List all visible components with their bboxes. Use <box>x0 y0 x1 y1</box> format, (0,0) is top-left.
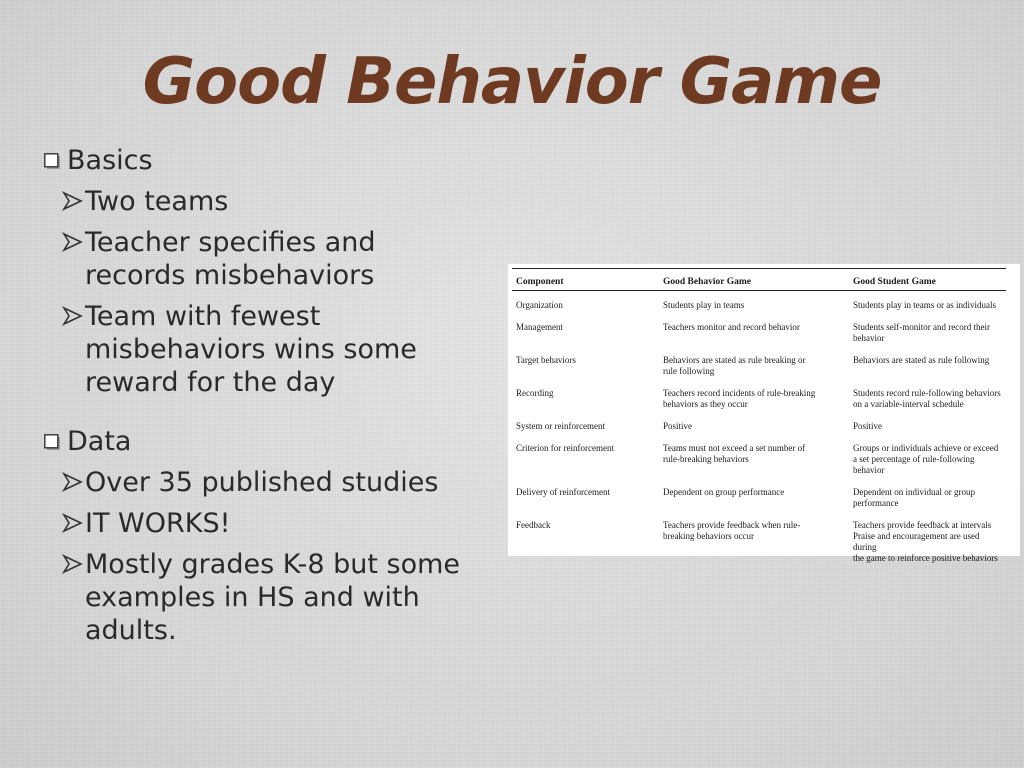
table-body <box>512 291 1006 571</box>
comparison-table <box>512 268 1006 570</box>
bullet-text: Over 35 published studies <box>85 467 439 498</box>
arrowhead-right-icon <box>62 554 83 574</box>
bullet-item <box>44 300 504 399</box>
bullet-text: Team with fewest misbehaviors wins some reward for the day <box>85 301 417 398</box>
bullet-content <box>44 144 504 655</box>
cell-line: Teachers monitor and record behavior <box>663 322 800 332</box>
cell-good-behavior-game <box>659 383 849 416</box>
arrowhead-right-icon <box>62 513 83 533</box>
column-header-good-behavior-game: Good Behavior Game <box>659 269 849 291</box>
bullet-text: Teacher specifies and records misbehaviors <box>85 227 376 291</box>
cell-component: Target behaviors <box>516 355 576 365</box>
cell-line: Students self-monitor and record their <box>853 322 990 332</box>
cell-line: Praise and encouragement are used during <box>853 531 980 552</box>
arrowhead-right-icon <box>62 232 83 252</box>
cell-line: on a variable-interval schedule <box>853 399 964 409</box>
cell-component: System or reinforcement <box>516 421 605 431</box>
bullet-item <box>44 466 504 499</box>
cell-line: Dependent on individual or group <box>853 487 975 497</box>
cell-line: Students play in teams <box>663 300 745 310</box>
cell-line: Teachers provide feedback when rule- <box>663 520 801 530</box>
cell-line: Students play in teams or as individuals <box>853 300 996 310</box>
cell-good-behavior-game <box>659 416 849 438</box>
cell-good-student-game <box>849 438 1006 482</box>
cell-line: Teachers record incidents of rule-breaking <box>663 388 816 398</box>
table-row <box>512 482 1006 515</box>
cell-component: Delivery of reinforcement <box>516 487 610 497</box>
cell-line: Teachers provide feedback at intervals <box>853 520 992 530</box>
cell-good-student-game <box>849 515 1006 570</box>
table-row <box>512 291 1006 318</box>
cell-line: Positive <box>853 421 883 431</box>
cell-line: behaviors as they occur <box>663 399 748 409</box>
section-heading-data <box>44 425 504 458</box>
table-row <box>512 515 1006 570</box>
bullet-item <box>44 507 504 540</box>
cell-component: Recording <box>516 388 554 398</box>
arrowhead-right-icon <box>62 472 83 492</box>
cell-line: Students record rule-following behaviors <box>853 388 1001 398</box>
cell-component: Feedback <box>516 520 551 530</box>
cell-line: the game to reinforce positive behaviors <box>853 553 998 563</box>
cell-good-student-game <box>849 482 1006 515</box>
table-row <box>512 383 1006 416</box>
cell-component: Management <box>516 322 563 332</box>
table-row <box>512 416 1006 438</box>
checkbox-square-icon <box>44 434 61 451</box>
cell-component: Criterion for reinforcement <box>516 443 614 453</box>
cell-good-student-game <box>849 350 1006 383</box>
cell-good-student-game <box>849 291 1006 318</box>
slide-title: Good Behavior Game <box>142 45 882 119</box>
bullet-text: Mostly grades K-8 but some examples in HS and with adults. <box>85 549 461 646</box>
bullet-text: Two teams <box>85 186 229 217</box>
cell-line: performance <box>853 498 899 508</box>
cell-good-behavior-game <box>659 482 849 515</box>
column-header-component: Component <box>512 269 659 291</box>
bullet-item <box>44 548 504 647</box>
checkbox-square-icon <box>44 153 61 170</box>
cell-line: behavior <box>853 333 885 343</box>
cell-good-student-game <box>849 416 1006 438</box>
cell-line: rule-breaking behaviors <box>663 454 749 464</box>
cell-line: a set percentage of rule-following behavior <box>853 454 975 475</box>
cell-good-behavior-game <box>659 438 849 482</box>
table-row <box>512 438 1006 482</box>
bullet-item <box>44 185 504 218</box>
cell-line: breaking behaviors occur <box>663 531 754 541</box>
cell-good-student-game <box>849 317 1006 350</box>
cell-line: Groups or individuals achieve or exceed <box>853 443 999 453</box>
bullet-item <box>44 226 504 292</box>
cell-good-behavior-game <box>659 515 849 570</box>
cell-good-behavior-game <box>659 317 849 350</box>
bullet-text: IT WORKS! <box>85 508 231 539</box>
comparison-table-image <box>508 264 1020 563</box>
cell-line: Behaviors are stated as rule following <box>853 355 990 365</box>
cell-component: Organization <box>516 300 563 310</box>
arrowhead-right-icon <box>62 191 83 211</box>
cell-line: Behaviors are stated as rule breaking or <box>663 355 806 365</box>
section-heading-label: Data <box>67 426 132 457</box>
cell-good-student-game <box>849 383 1006 416</box>
table-row <box>512 317 1006 350</box>
cell-good-behavior-game <box>659 350 849 383</box>
cell-line: rule following <box>663 366 715 376</box>
table-header-row <box>512 269 1006 291</box>
section-heading-basics <box>44 144 504 177</box>
cell-line: Positive <box>663 421 693 431</box>
arrowhead-right-icon <box>62 306 83 326</box>
cell-line: Dependent on group performance <box>663 487 785 497</box>
column-header-good-student-game: Good Student Game <box>849 269 1006 291</box>
table-row <box>512 350 1006 383</box>
section-heading-label: Basics <box>67 145 153 176</box>
cell-good-behavior-game <box>659 291 849 318</box>
cell-line: Teams must not exceed a set number of <box>663 443 806 453</box>
